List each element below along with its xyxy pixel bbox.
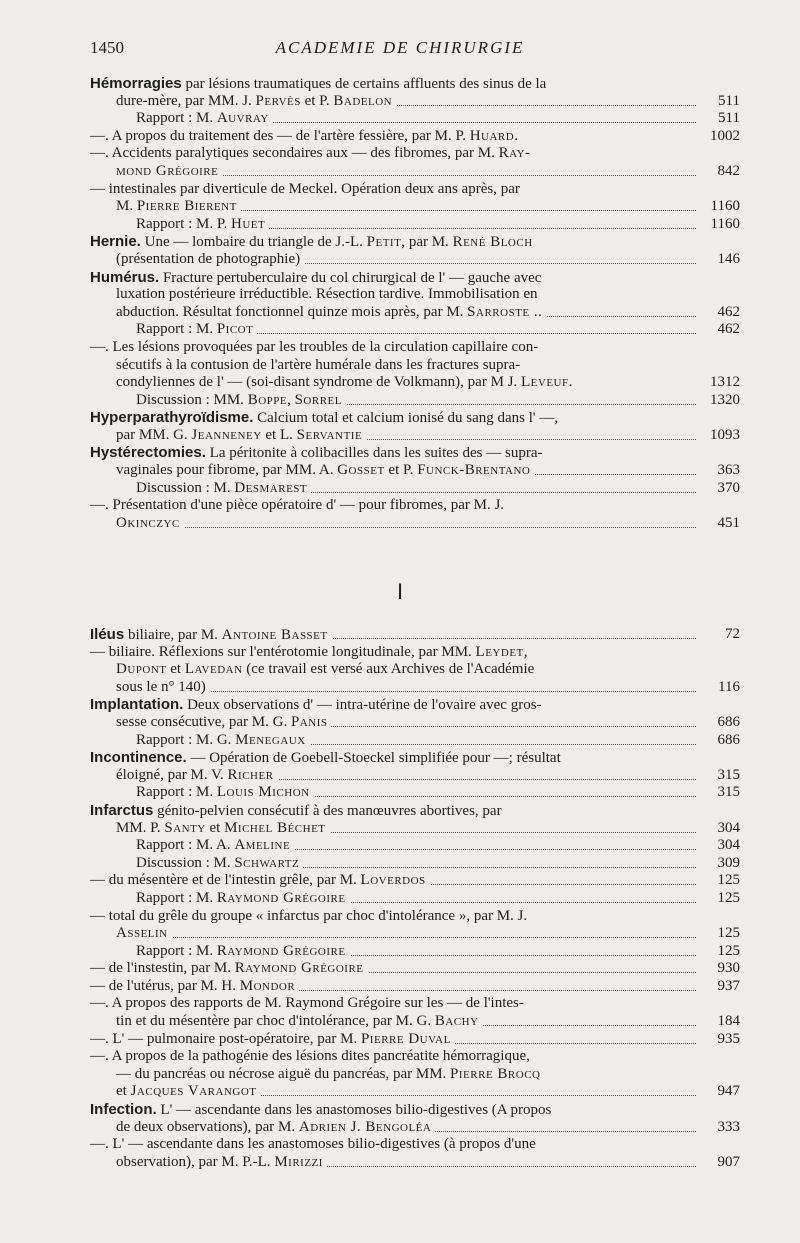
page-reference: 304 xyxy=(698,820,740,838)
entry-headword: Humérus. xyxy=(90,268,160,286)
index-line xyxy=(90,269,740,287)
author-name: Boppe xyxy=(247,391,288,408)
page-reference: 1320 xyxy=(698,392,740,410)
entry-text: (présentation de photographie) xyxy=(116,250,301,267)
page-reference: 125 xyxy=(698,943,740,961)
author-name: Raymond Grégoire xyxy=(234,960,364,977)
page-reference: 370 xyxy=(698,480,740,498)
author-name: Sarroste .. xyxy=(467,303,543,320)
page-reference: 125 xyxy=(698,925,740,943)
index-line xyxy=(90,93,740,111)
index-line xyxy=(90,163,740,181)
index-line xyxy=(90,820,740,838)
entry-text: Rapport : M. xyxy=(136,321,217,338)
author-name: Jeanneney xyxy=(191,426,262,443)
page-reference: 125 xyxy=(698,872,740,890)
entry-text: MM. P. xyxy=(116,819,165,836)
author-name: Antoine Basset xyxy=(221,627,328,643)
entry-text: — Opération de Goebell-Stoeckel simplifiée pour —; résultat xyxy=(186,750,561,767)
entry-text: observation), par M. P.-L. xyxy=(116,1153,275,1170)
entry-text: Rapport : M. P. xyxy=(136,215,232,232)
index-line xyxy=(90,679,740,697)
author-name: Bachy xyxy=(434,1013,479,1030)
entry-text: vaginales pour fibrome, par MM. A. xyxy=(116,462,338,479)
index-line xyxy=(90,802,740,820)
author-name: Pierre Brocq xyxy=(450,1065,541,1082)
index-line xyxy=(90,304,740,322)
author-name: René Bloch xyxy=(452,234,533,251)
entry-text: et xyxy=(205,819,225,836)
page-reference: 462 xyxy=(698,304,740,322)
index-line xyxy=(90,696,740,714)
index-line xyxy=(90,644,740,662)
entry-text: —. L' — pulmonaire post-opératoire, par M. xyxy=(90,1030,361,1047)
entry-text: — total du grêle du groupe « infarctus par choc d'intolérance », par M. J. xyxy=(90,907,528,924)
entry-text: sous le n° 140) xyxy=(116,678,206,695)
page-reference: 116 xyxy=(698,679,740,697)
author-name: Mirizzi xyxy=(274,1153,323,1170)
author-name: Mondor xyxy=(239,977,296,994)
entry-text: et P. xyxy=(300,92,334,109)
index-line xyxy=(90,128,740,146)
page-reference: 333 xyxy=(698,1119,740,1137)
author-name: Petit xyxy=(366,234,402,251)
index-line xyxy=(90,321,740,339)
author-name: Pierre Duval xyxy=(360,1030,451,1047)
entry-headword: Implantation. xyxy=(90,696,184,714)
index-line xyxy=(90,1083,740,1101)
index-line xyxy=(90,784,740,802)
entry-text: — du mésentère et de l'intestin grêle, par M. xyxy=(90,872,361,889)
entry-text: Calcium total et calcium ionisé du sang dans l' —, xyxy=(253,410,559,427)
entry-text: — biliaire. Réflexions sur l'entérotomie longitudinale, par MM. xyxy=(90,643,476,660)
index-line xyxy=(90,1066,740,1084)
entry-text: Rapport : M. xyxy=(136,110,217,127)
entry-text: Deux observations d' — intra-utérine de l'ovaire avec gros- xyxy=(183,697,542,714)
index-line xyxy=(90,1119,740,1137)
entry-text: Rapport : M. xyxy=(136,942,217,959)
index-line xyxy=(90,714,740,732)
index-line xyxy=(90,837,740,855)
entry-text: sesse consécutive, par M. G. xyxy=(116,713,291,730)
author-name: Loverdos xyxy=(360,872,426,889)
entry-text: —. A propos des rapports de M. Raymond Grégoire sur les — de l'intes- xyxy=(90,995,524,1012)
index-column-i xyxy=(90,626,740,1171)
entry-text: —. L' — ascendante dans les anastomoses bilio-digestives (à propos d'une xyxy=(90,1136,536,1153)
entry-text: — de l'instestin, par M. xyxy=(90,960,235,977)
index-line xyxy=(90,216,740,234)
author-name: Pervès xyxy=(255,92,301,109)
page-reference: 72 xyxy=(698,626,740,644)
index-line xyxy=(90,995,740,1013)
page-reference: 1160 xyxy=(698,198,740,216)
entry-text: Fracture pertuberculaire du col chirurgical de l' — gauche avec xyxy=(159,269,542,286)
entry-text: M. xyxy=(116,198,137,215)
author-name: Okinczyc xyxy=(116,514,180,531)
author-name: Lavedan xyxy=(184,661,243,678)
index-line xyxy=(90,1013,740,1031)
entry-text: —. Présentation d'une pièce opératoire d' — pour fibromes, par M. J. xyxy=(90,497,505,514)
page-reference: 1160 xyxy=(698,216,740,234)
entry-headword: Incontinence. xyxy=(90,749,187,767)
index-line xyxy=(90,960,740,978)
index-line xyxy=(90,515,740,533)
page-reference: 930 xyxy=(698,960,740,978)
index-line xyxy=(90,872,740,890)
page-reference: 146 xyxy=(698,251,740,269)
index-line xyxy=(90,409,740,427)
page-reference: 686 xyxy=(698,732,740,750)
entry-text: tin et du mésentère par choc d'intolérance, par M. G. xyxy=(116,1013,435,1030)
index-line xyxy=(90,251,740,269)
author-name: Servantie xyxy=(296,426,363,443)
index-line xyxy=(90,890,740,908)
page-reference: 309 xyxy=(698,855,740,873)
entry-text: dure-mère, par MM. J. xyxy=(116,92,256,109)
entry-headword: Hyperparathyroïdisme. xyxy=(90,409,254,427)
entry-headword: Hystérectomies. xyxy=(90,444,206,462)
entry-text: Une — lombaire du triangle de J.-L. xyxy=(140,234,367,251)
index-line xyxy=(90,1048,740,1066)
entry-text: , xyxy=(287,391,295,408)
index-line xyxy=(90,908,740,926)
index-line xyxy=(90,1136,740,1154)
author-name: Desmarest xyxy=(234,479,308,496)
author-name: Huard. xyxy=(469,127,519,144)
entry-text: par MM. G. xyxy=(116,426,192,443)
index-line xyxy=(90,75,740,93)
index-line xyxy=(90,978,740,996)
page-reference: 511 xyxy=(698,93,740,111)
page-reference: 907 xyxy=(698,1154,740,1172)
author-name: Auvray xyxy=(216,110,269,127)
entry-text: —. A propos du traitement des — de l'artère fessière, par M. P. xyxy=(90,127,470,144)
author-name: Sorrel xyxy=(294,391,342,408)
author-name: Ray- xyxy=(498,145,531,162)
page-reference: 451 xyxy=(698,515,740,533)
author-name: Leydet, xyxy=(475,643,529,660)
entry-text: luxation postérieure irréductible. Résection tardive. Immobilisation en xyxy=(116,286,538,303)
entry-text: Rapport : M. xyxy=(136,889,217,906)
entry-headword: Infarctus xyxy=(90,801,154,819)
entry-headword: Iléus xyxy=(90,626,125,643)
author-name: Santy xyxy=(164,819,206,836)
entry-text: et P. xyxy=(384,462,418,479)
entry-text: sécutifs à la contusion de l'artère humérale dans les fractures supra- xyxy=(116,356,521,373)
index-line xyxy=(90,661,740,679)
index-line xyxy=(90,286,740,304)
entry-text: génito-pelvien consécutif à des manœuvres abortives, par xyxy=(153,802,502,819)
author-name: Dupont xyxy=(116,661,167,678)
index-line xyxy=(90,626,740,644)
entry-text: —. A propos de la pathogénie des lésions dites pancréatite hémorragique, xyxy=(90,1048,530,1065)
running-head: ACADEMIE DE CHIRURGIE xyxy=(275,38,525,57)
author-name: Ameline xyxy=(234,837,291,854)
page-reference: 125 xyxy=(698,890,740,908)
index-line xyxy=(90,145,740,163)
entry-text: Discussion : M. xyxy=(136,479,235,496)
entry-text: abduction. Résultat fonctionnel quinze mois après, par M. xyxy=(116,303,468,320)
entry-text: et L. xyxy=(261,426,297,443)
author-name: Richer xyxy=(227,766,274,783)
author-name: Panis xyxy=(290,713,328,730)
index-line xyxy=(90,732,740,750)
author-name: Adrien J. Bengoléa xyxy=(298,1118,432,1135)
author-name: Asselin xyxy=(116,925,168,942)
author-name: Jacques Varangot xyxy=(130,1083,257,1100)
page-reference: 511 xyxy=(698,110,740,128)
entry-text: éloigné, par M. V. xyxy=(116,766,228,783)
author-name: Pierre Bierent xyxy=(136,198,237,215)
entry-text: et xyxy=(166,661,185,678)
index-line xyxy=(90,339,740,357)
index-line xyxy=(90,427,740,445)
entry-text: Rapport : M. G. xyxy=(136,731,236,748)
entry-text: La péritonite à colibacilles dans les suites des — supra- xyxy=(205,445,543,462)
page-reference: 315 xyxy=(698,767,740,785)
index-line xyxy=(90,767,740,785)
entry-text: Discussion : MM. xyxy=(136,391,248,408)
author-name: Louis Michon xyxy=(216,784,310,801)
page-reference: 363 xyxy=(698,462,740,480)
index-line xyxy=(90,925,740,943)
author-name: Huet xyxy=(231,215,266,232)
index-line xyxy=(90,233,740,251)
entry-text: — de l'utérus, par M. H. xyxy=(90,977,240,994)
entry-text: (ce travail est versé aux Archives de l'Académie xyxy=(242,661,535,678)
page-reference: 937 xyxy=(698,978,740,996)
entry-text: Discussion : M. xyxy=(136,854,235,871)
author-name: Raymond Grégoire xyxy=(216,942,346,959)
entry-text: biliaire, par M. xyxy=(124,627,222,643)
author-name: Badelon xyxy=(333,92,393,109)
index-line xyxy=(90,392,740,410)
author-name: Raymond Grégoire xyxy=(216,889,346,906)
page-number: 1450 xyxy=(90,38,124,57)
index-line xyxy=(90,181,740,199)
entry-text: —. Les lésions provoquées par les troubles de la circulation capillaire con- xyxy=(90,338,539,355)
page-reference: 462 xyxy=(698,321,740,339)
index-line xyxy=(90,855,740,873)
page-reference: 1002 xyxy=(698,128,740,146)
index-line xyxy=(90,480,740,498)
page-reference: 1312 xyxy=(698,374,740,392)
author-name: Leveuf. xyxy=(521,374,573,391)
entry-headword: Hémorragies xyxy=(90,75,182,92)
page-reference: 935 xyxy=(698,1031,740,1049)
entry-text: , par M. xyxy=(401,234,453,251)
author-name: Schwartz xyxy=(234,854,300,871)
page-reference: 686 xyxy=(698,714,740,732)
index-line xyxy=(90,110,740,128)
entry-text: condyliennes de l' — (soi-disant syndrome de Volkmann), par M J. xyxy=(116,374,522,391)
page-reference: 304 xyxy=(698,837,740,855)
entry-text: — intestinales par diverticule de Meckel. Opération deux ans après, par xyxy=(90,180,520,197)
index-line xyxy=(90,462,740,480)
page-reference: 947 xyxy=(698,1083,740,1101)
entry-text: Rapport : M. xyxy=(136,784,217,801)
entry-text: et xyxy=(116,1083,131,1100)
index-column-h xyxy=(90,75,740,532)
entry-text: —. Accidents paralytiques secondaires aux — des fibromes, par M. xyxy=(90,145,499,162)
entry-text: Rapport : M. A. xyxy=(136,837,235,854)
entry-headword: Hernie. xyxy=(90,233,141,251)
index-line xyxy=(90,749,740,767)
author-name: Funck-Brentano xyxy=(417,462,531,479)
entry-text: de deux observations), par M. xyxy=(116,1118,299,1135)
author-name: Michel Béchet xyxy=(224,819,326,836)
author-name: Picot xyxy=(216,321,254,338)
index-line xyxy=(90,374,740,392)
index-line xyxy=(90,497,740,515)
index-line xyxy=(90,1101,740,1119)
index-line xyxy=(90,943,740,961)
page-reference: 315 xyxy=(698,784,740,802)
index-line xyxy=(90,198,740,216)
entry-text: par lésions traumatiques de certains affluents des sinus de la xyxy=(181,76,547,92)
index-line xyxy=(90,1154,740,1172)
index-line xyxy=(90,1031,740,1049)
entry-text: — du pancréas ou nécrose aiguë du pancréas, par MM. xyxy=(116,1065,451,1082)
author-name: mond Grégoire xyxy=(116,162,219,179)
page-reference: 184 xyxy=(698,1013,740,1031)
section-letter: I xyxy=(396,579,404,604)
page-reference: 1093 xyxy=(698,427,740,445)
author-name: Menegaux xyxy=(235,731,306,748)
index-line xyxy=(90,444,740,462)
index-line xyxy=(90,357,740,375)
entry-headword: Infection. xyxy=(90,1101,157,1119)
author-name: Gosset xyxy=(337,462,385,479)
page-reference: 842 xyxy=(698,163,740,181)
entry-text: L' — ascendante dans les anastomoses bilio-digestives (A propos xyxy=(156,1102,552,1119)
